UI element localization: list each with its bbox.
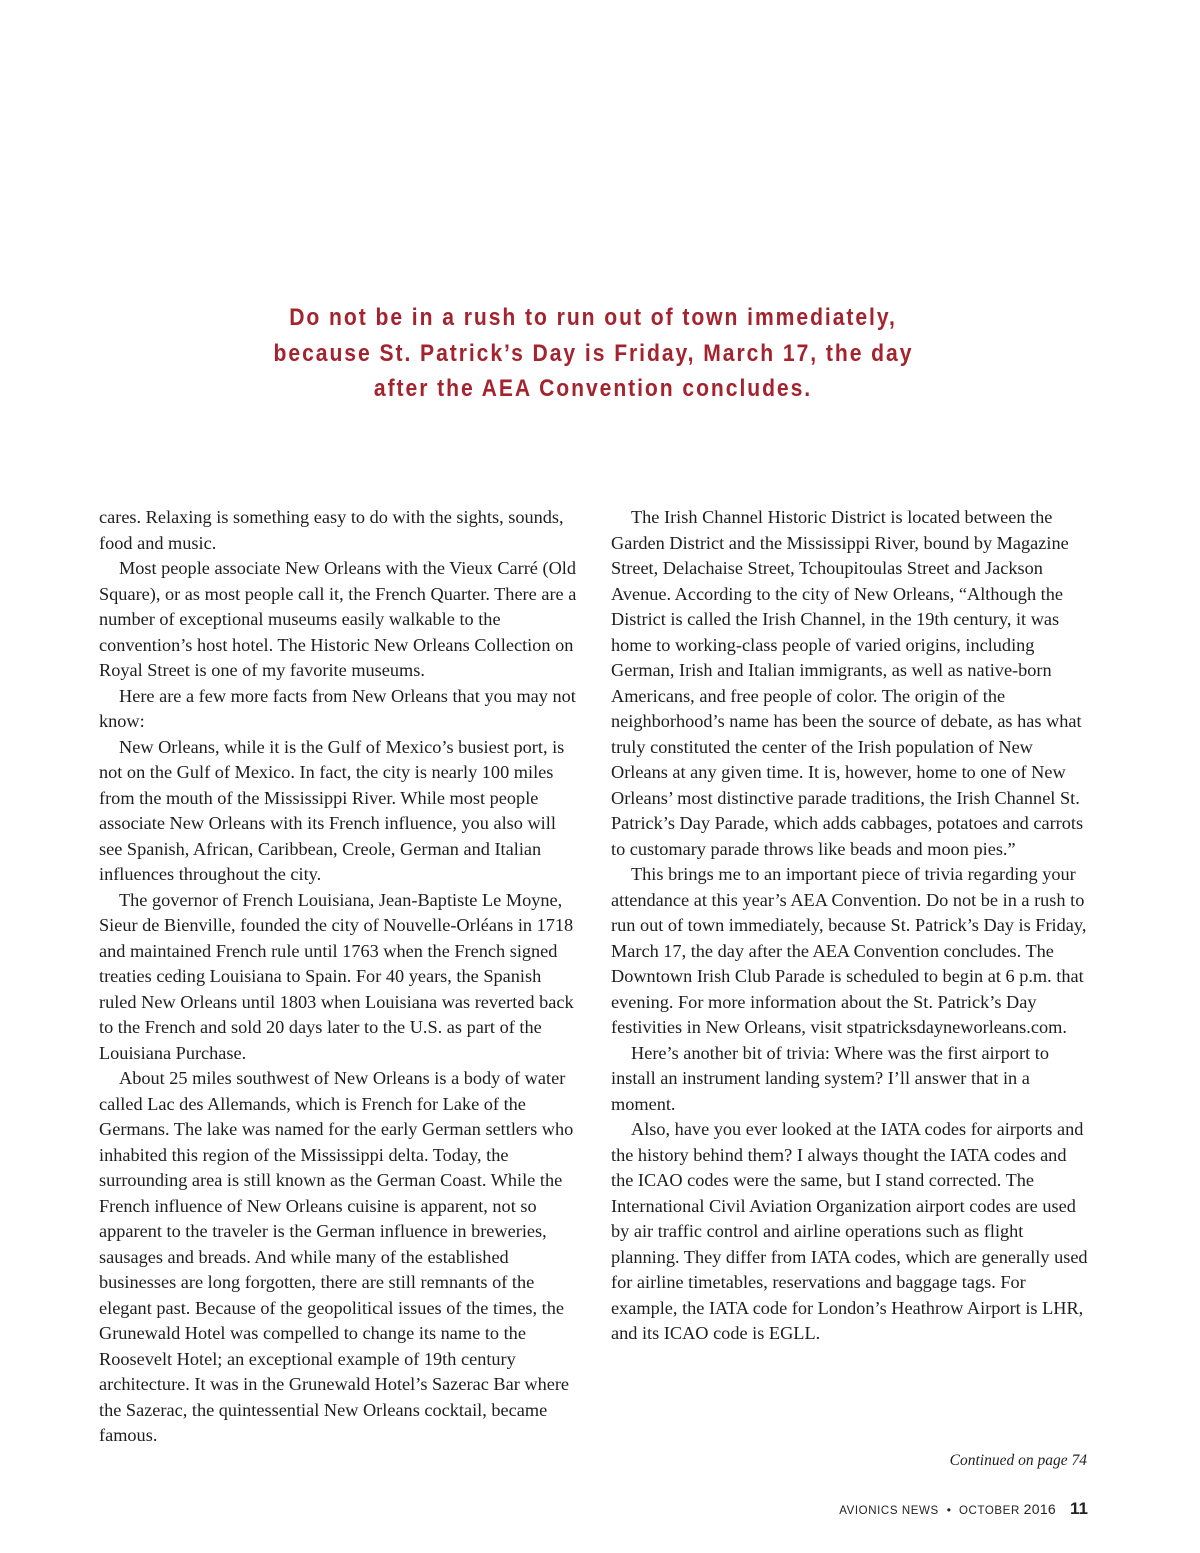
paragraph: The Irish Channel Historic District is located between the Garden District and the Mississippi River, bound by Magazine Street, Delachaise Street, Tchoupitoulas Street and Jackson Avenue. According to the city of New Orleans, “Although the District is called the Irish Channel, in the 19th century, it was home to working-class people of varied origins, including German, Irish and Italian immigrants, as well as native-born Americans, and free people of color. The origin of the neighborhood’s name has been the source of debate, as has what truly constituted the center of the Irish population of New Orleans at any given time. It is, however, home to one of New Orleans’ most distinctive parade traditions, the Irish Channel St. Patrick’s Day Parade, which adds cabbages, potatoes and carrots to customary parade throws like beads and moon pies.” [611, 507, 1084, 859]
paragraph: Here are a few more facts from New Orleans that you may not know: [99, 685, 576, 731]
issue-year: 2016 [1023, 1501, 1057, 1517]
paragraph: Here’s another bit of trivia: Where was the first airport to install an instrument landing system? I’ll answer that in a moment. [611, 1042, 1049, 1114]
paragraph: cares. Relaxing is something easy to do with the sights, sounds, food and music. [99, 507, 564, 553]
page-number: 11 [1070, 1499, 1088, 1518]
paragraph: The governor of French Louisiana, Jean-Baptiste Le Moyne, Sieur de Bienville, founded the city of Nouvelle-Orléans in 1718 and maintained French rule until 1763 when the French signed treaties ceding Louisiana to Spain. For 40 years, the Spanish ruled New Orleans until 1803 when Louisiana was reverted back to the French and sold 20 days later to the U.S. as part of the Louisiana Purchase. [99, 889, 574, 1063]
paragraph: This brings me to an important piece of trivia regarding your attendance at this year’s AEA Convention. Do not be in a rush to run out of town immediately, because St. Patrick’s Day is Friday, March 17, the day after the AEA Convention concludes. The Downtown Irish Club Parade is scheduled to begin at 6 p.m. that evening. For more information about the St. Patrick’s Day festivities in New Orleans, visit stpatricksdayneworleans.com. [611, 864, 1087, 1037]
pull-quote [274, 300, 913, 407]
paragraph: Most people associate New Orleans with the Vieux Carré (Old Square), or as most people call it, the French Quarter. There are a number of exceptional museums easily walkable to the convention’s host hotel. The Historic New Orleans Collection on Royal Street is one of my favorite museums. [99, 558, 577, 680]
left-column [99, 505, 577, 1449]
continued-note: Continued on page 74 [949, 1452, 1087, 1469]
issue-month: OCTOBER [959, 1505, 1020, 1517]
pull-quote-line: after the AEA Convention concludes. [373, 375, 813, 402]
page-footer [839, 1499, 1088, 1519]
publication-name: AVIONICS NEWS [839, 1505, 939, 1517]
paragraph: New Orleans, while it is the Gulf of Mexico’s busiest port, is not on the Gulf of Mexico. In fact, the city is nearly 100 miles from the mouth of the Mississippi River. While most people associate New Orleans with its French influence, you also will see Spanish, African, Caribbean, Creole, German and Italian influences throughout the city. [99, 736, 565, 884]
footer-bullet: • [946, 1503, 951, 1517]
pull-quote-line: Do not be in a rush to run out of town immediately, [289, 304, 897, 331]
paragraph: Also, have you ever looked at the IATA codes for airports and the history behind them? I always thought the IATA codes and the ICAO codes were the same, but I stand corrected. The International Civil Aviation Organization airport codes are used by air traffic control and airline operations such as flight planning. They differ from IATA codes, which are generally used for airline timetables, reservations and baggage tags. For example, the IATA code for London’s Heathrow Airport is LHR, and its ICAO code is EGLL. [611, 1119, 1088, 1343]
issue-date [959, 1501, 1056, 1517]
paragraph: About 25 miles southwest of New Orleans is a body of water called Lac des Allemands, which is French for Lake of the Germans. The lake was named for the early German settlers who inhabited this region of the Mississippi delta. Today, the surrounding area is still known as the German Coast. While the French influence of New Orleans cuisine is apparent, not so apparent to the traveler is the German influence in breweries, sausages and breads. And while many of the established businesses are long forgotten, there are still remnants of the elegant past. Because of the geopolitical issues of the times, the Grunewald Hotel was compelled to change its name to the Roosevelt Hotel; an exceptional example of 19th century architecture. It was in the Grunewald Hotel’s Sazerac Bar where the Sazerac, the quintessential New Orleans cocktail, became famous. [99, 1068, 574, 1445]
right-column [611, 505, 1089, 1347]
pull-quote-line: because St. Patrick’s Day is Friday, March 17, the day [273, 339, 914, 367]
